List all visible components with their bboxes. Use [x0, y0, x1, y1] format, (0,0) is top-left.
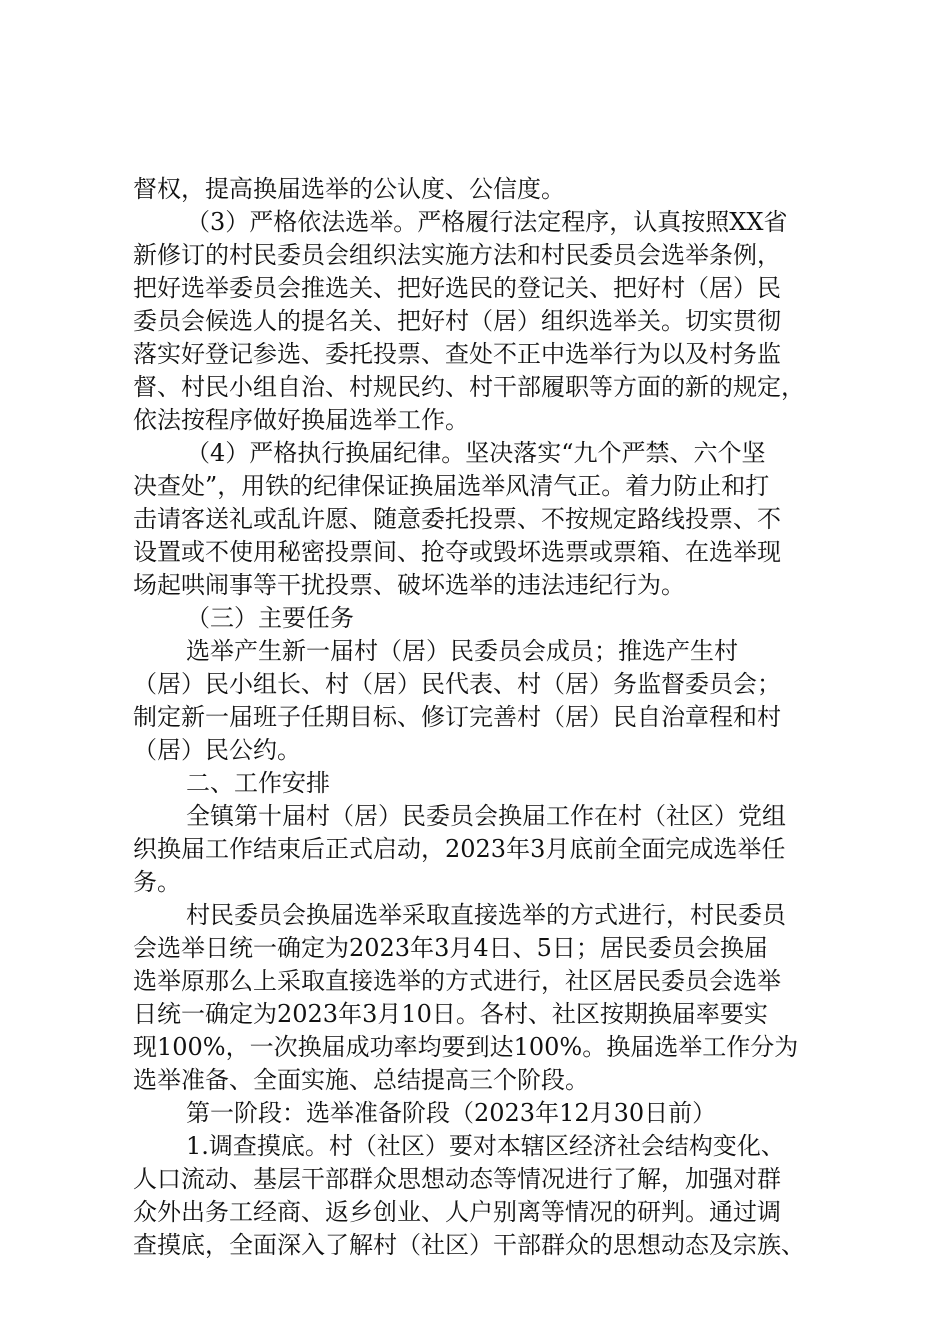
text-line: 选举原那么上采取直接选举的方式进行，社区居民委员会选举 [133, 967, 781, 995]
text-line: 织换届工作结束后正式启动，2023年3月底前全面完成选举任 [133, 835, 786, 863]
text-line: 落实好登记参选、委托投票、查处不正中选举行为以及村务监 [133, 340, 781, 368]
text-line: 选举准备、全面实施、总结提高三个阶段。 [133, 1066, 589, 1094]
text-line: 村民委员会换届选举采取直接选举的方式进行，村民委员 [186, 901, 786, 929]
text-line: 依法按程序做好换届选举工作。 [133, 406, 469, 434]
section-heading: 二、工作安排 [186, 769, 330, 797]
text-line: 日统一确定为2023年3月10日。各村、社区按期换届率要实 [133, 1000, 768, 1028]
text-line: 把好选举委员会推选关、把好选民的登记关、把好村（居）民 [133, 274, 781, 302]
text-line: 设置或不使用秘密投票间、抢夺或毁坏选票或票箱、在选举现 [133, 538, 781, 566]
text-line: 1.调查摸底。村（社区）要对本辖区经济社会结构变化、 [186, 1132, 785, 1160]
text-line: 务。 [133, 868, 181, 896]
text-line: （3）严格依法选举。严格履行法定程序，认真按照XX省 [186, 208, 788, 236]
section-heading: 第一阶段：选举准备阶段（2023年12月30日前） [186, 1099, 717, 1127]
text-line: 全镇第十届村（居）民委员会换届工作在村（社区）党组 [186, 802, 786, 830]
text-line: （居）民公约。 [133, 736, 301, 764]
text-line: 会选举日统一确定为2023年3月4日、5日；居民委员会换届 [133, 934, 768, 962]
text-line: 决查处”，用铁的纪律保证换届选举风清气正。着力防止和打 [133, 472, 770, 500]
text-line: （居）民小组长、村（居）民代表、村（居）务监督委员会； [133, 670, 781, 698]
text-line: 督权，提高换届选举的公认度、公信度。 [133, 175, 565, 203]
text-line: 场起哄闹事等干扰投票、破坏选举的违法违纪行为。 [133, 571, 685, 599]
text-line: 人口流动、基层干部群众思想动态等情况进行了解，加强对群 [133, 1165, 781, 1193]
text-line: 查摸底，全面深入了解村（社区）干部群众的思想动态及宗族、 [133, 1231, 805, 1259]
text-line: 委员会候选人的提名关、把好村（居）组织选举关。切实贯彻 [133, 307, 781, 335]
text-line: 选举产生新一届村（居）民委员会成员；推选产生村 [186, 637, 738, 665]
text-line: 众外出务工经商、返乡创业、人户别离等情况的研判。通过调 [133, 1198, 781, 1226]
text-line: 新修订的村民委员会组织法实施方法和村民委员会选举条例， [133, 241, 781, 269]
text-line: 现100%，一次换届成功率均要到达100%。换届选举工作分为 [133, 1033, 799, 1061]
text-line: 击请客送礼或乱许愿、随意委托投票、不按规定路线投票、不 [133, 505, 781, 533]
text-line: 制定新一届班子任期目标、修订完善村（居）民自治章程和村 [133, 703, 781, 731]
text-line: 督、村民小组自治、村规民约、村干部履职等方面的新的规定， [133, 373, 805, 401]
section-heading: （三）主要任务 [186, 604, 354, 632]
text-line: （4）严格执行换届纪律。坚决落实“九个严禁、六个坚 [186, 439, 766, 467]
